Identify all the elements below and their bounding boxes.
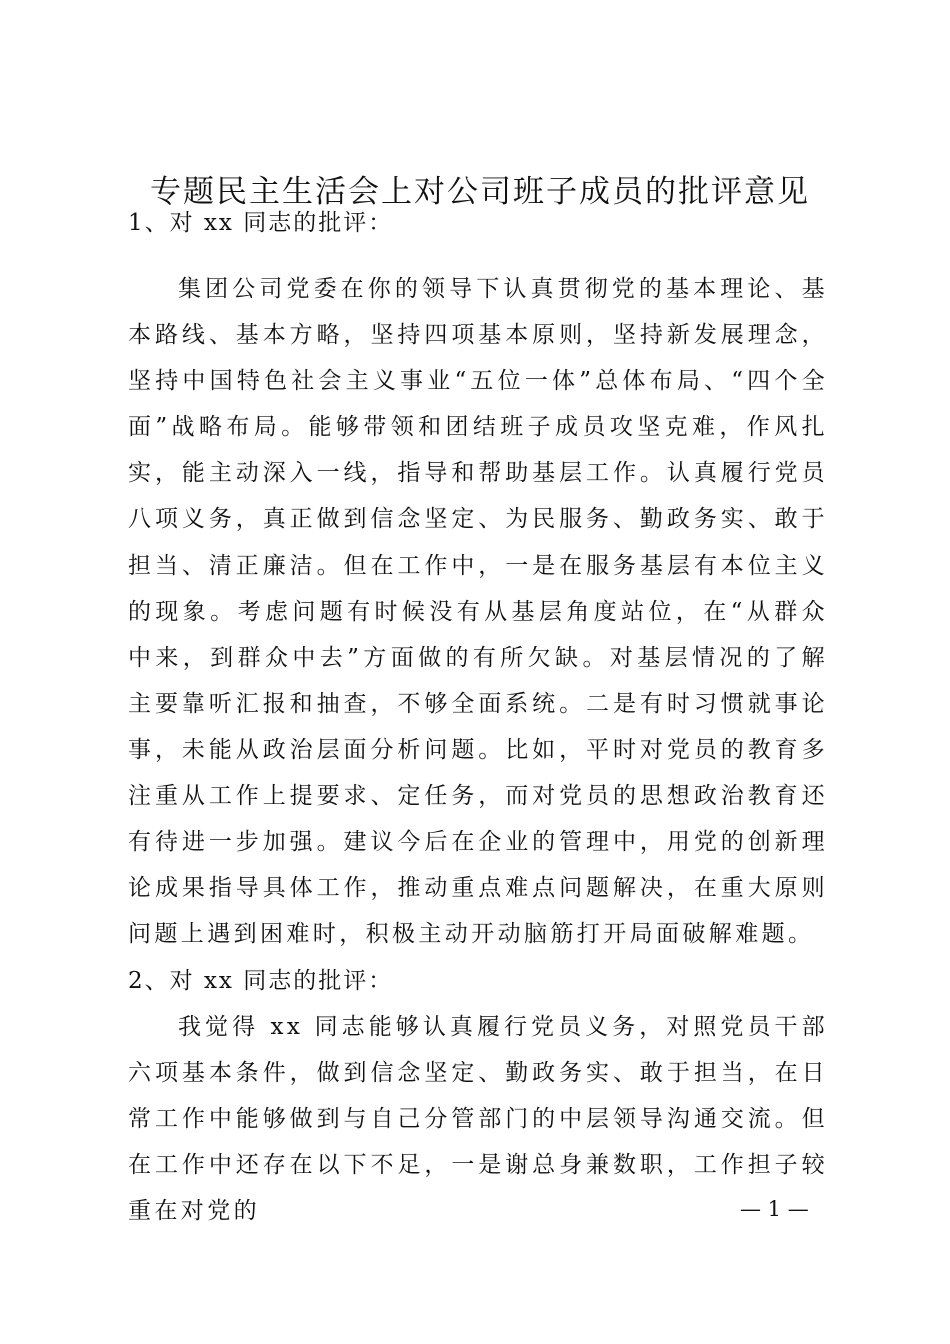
section-1-heading: 1、对 xx 同志的批评： <box>128 210 394 236</box>
section-1-body <box>128 266 828 957</box>
section-2-body <box>128 1004 828 1234</box>
section-2-paragraph: 我觉得 xx 同志能够认真履行党员义务，对照党员干部六项基本条件，做到信念坚定、勤政务实、敢于担当，在日常工作中能够做到与自己分管部门的中层领导沟通交流。但在工作中还存在以下不足，一是谢总身兼数职，工作担子较重在对党的 <box>128 1014 828 1225</box>
document-title: 专题民主生活会上对公司班子成员的批评意见 <box>150 174 810 210</box>
section-1-paragraph: 集团公司党委在你的领导下认真贯彻党的基本理论、基本路线、基本方略，坚持四项基本原则，坚持新发展理念，坚持中国特色社会主义事业“五位一体”总体布局、“四个全面”战略布局。能够带领和团结班子成员攻坚克难，作风扎实，能主动深入一线，指导和帮助基层工作。认真履行党员八项义务，真正做到信念坚定、为民服务、勤政务实、敢于担当、清正廉洁。但在工作中，一是在服务基层有本位主义的现象。考虑问题有时候没有从基层角度站位，在“从群众中来，到群众中去”方面做的有所欠缺。对基层情况的了解主要靠听汇报和抽查，不够全面系统。二是有时习惯就事论事，未能从政治层面分析问题。比如，平时对党员的教育多注重从工作上提要求、定任务，而对党员的思想政治教育还有待进一步加强。建议今后在企业的管理中，用党的创新理论成果指导具体工作，推动重点难点问题解决，在重大原则问题上遇到困难时，积极主动开动脑筋打开局面破解难题。 <box>128 276 828 948</box>
section-2-heading: 2、对 xx 同志的批评： <box>128 968 394 994</box>
page-number: — 1 — <box>740 1197 809 1221</box>
